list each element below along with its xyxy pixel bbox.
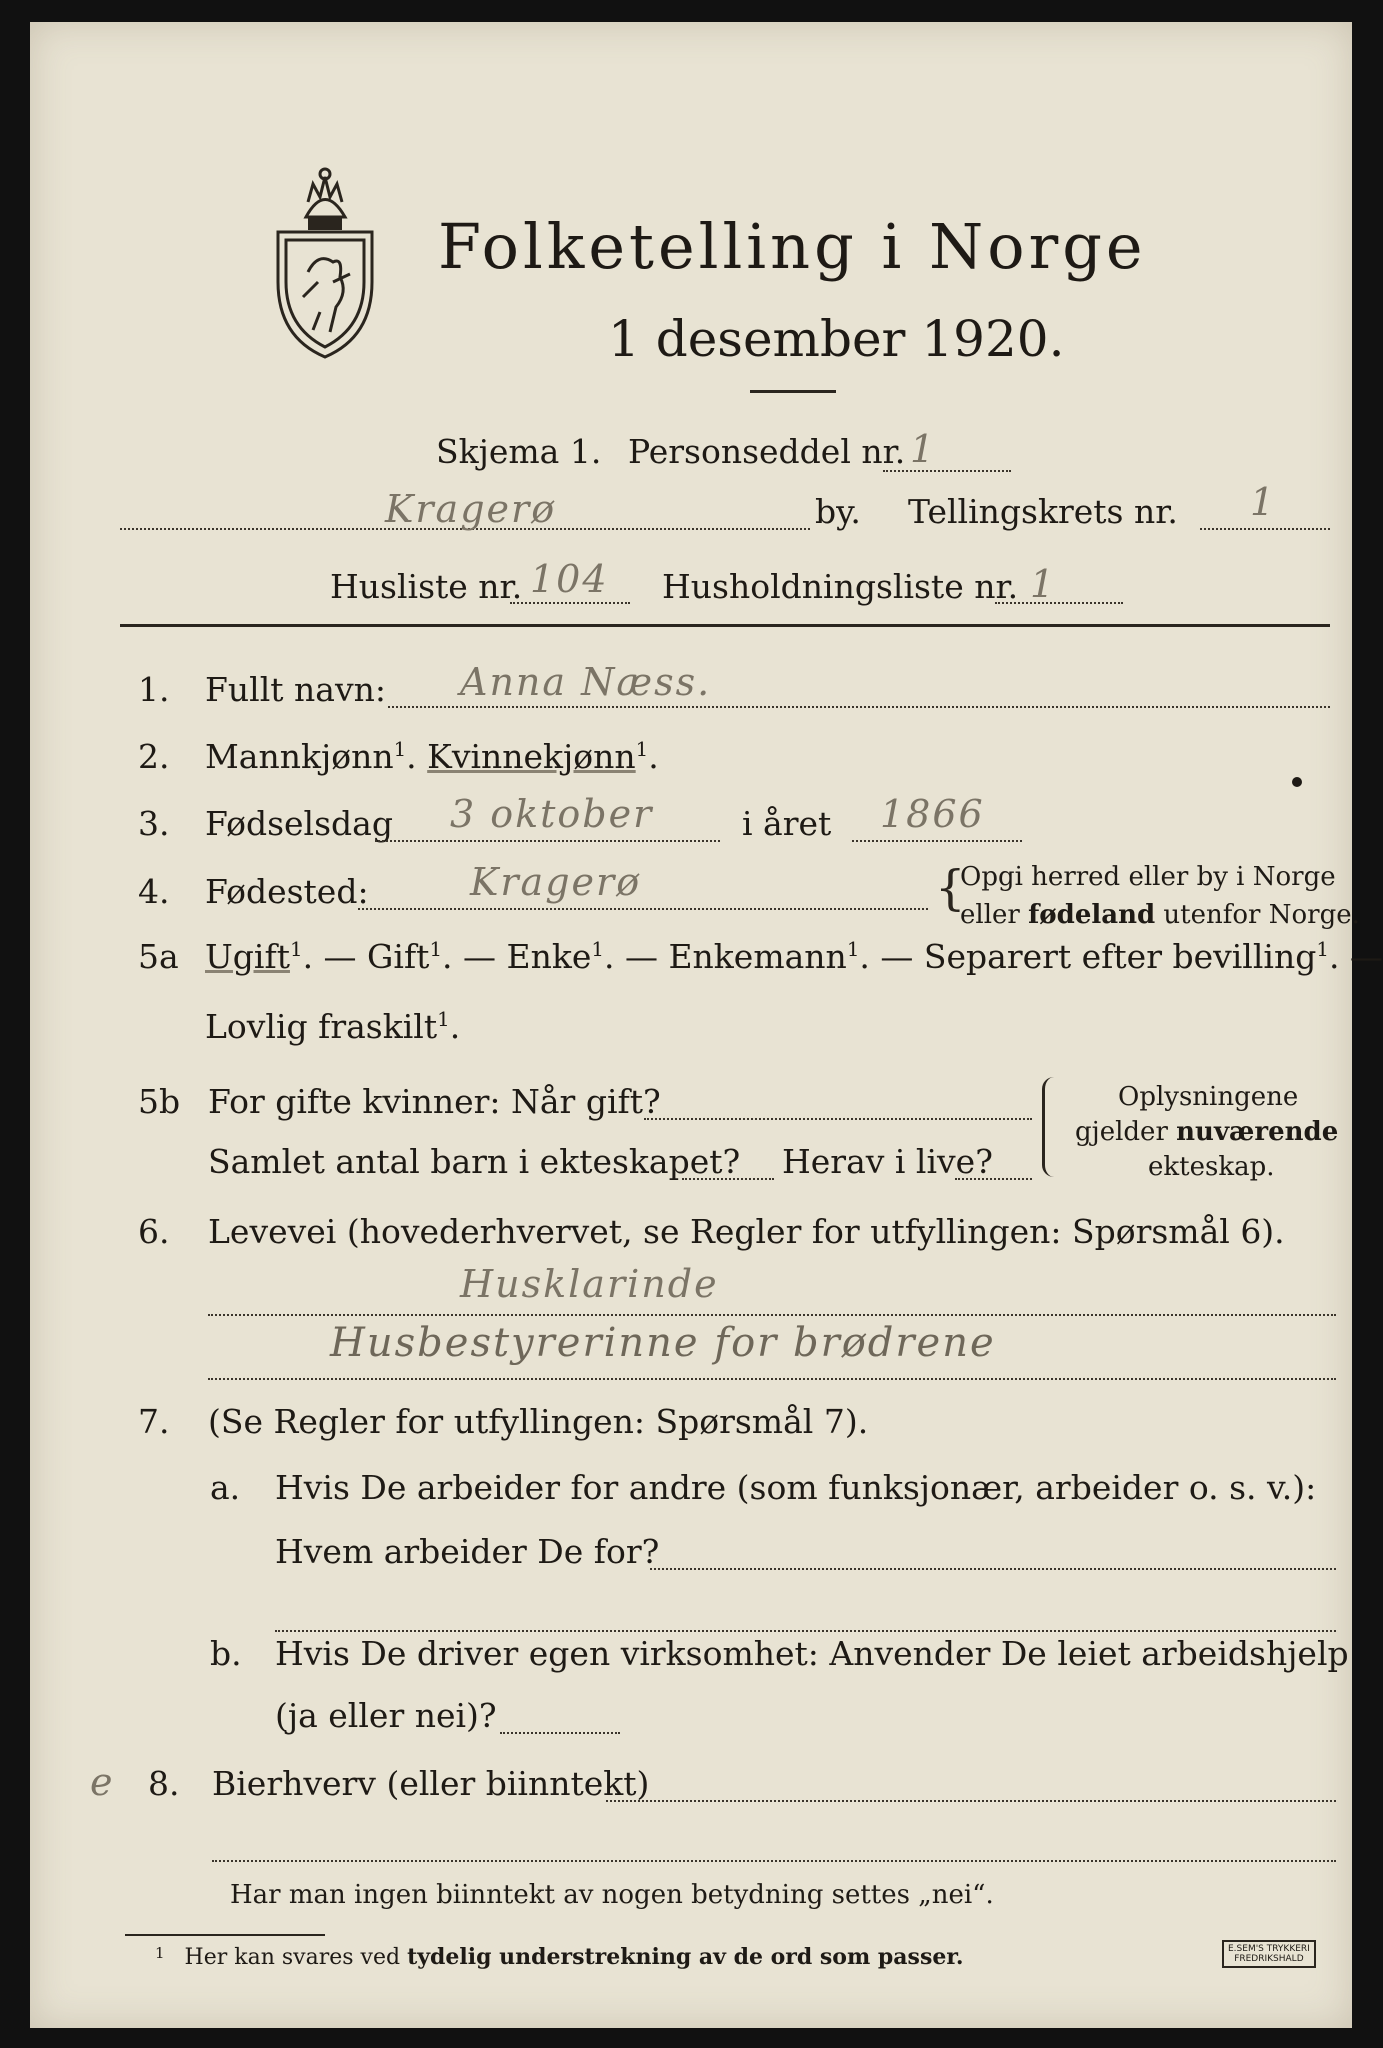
husliste-value: 104: [530, 557, 609, 601]
q3-number: 3.: [138, 804, 170, 843]
q4-number: 4.: [138, 872, 170, 911]
q6-line2: [208, 1378, 1336, 1380]
form-title: Folketelling i Norge: [438, 210, 1147, 283]
q7b-line: [500, 1732, 620, 1734]
q6-number: 6.: [138, 1212, 170, 1251]
q7b-text: Hvis De driver egen virksomhet: Anvender De leiet arbeidshjelp: [275, 1634, 1349, 1673]
q7a-line1: [650, 1568, 1336, 1570]
q5b-brace: [1042, 1077, 1061, 1177]
q1-line: [388, 706, 1330, 708]
q5a-options: Ugift$^1$. — Gift$^1$. — Enke$^1$. — Enkemann$^1$. — Separert efter bevilling$^1$. —: [205, 937, 1383, 976]
q3-label: Fødselsdag: [205, 804, 393, 843]
tellingskrets-line: [1200, 528, 1330, 530]
husholdningsliste-label: Husholdningsliste nr.: [662, 567, 1019, 606]
q6-line1: [208, 1314, 1336, 1316]
q5a-number: 5a: [138, 937, 179, 976]
q7b-letter: b.: [210, 1634, 242, 1673]
q3-day-value: 3 oktober: [450, 792, 654, 836]
by-label: by.: [815, 492, 861, 531]
printer-stamp: E.SEM'S TRYKKERI FREDRIKSHALD: [1222, 1940, 1316, 1968]
q6-value2: Husbestyrerinne for brødrene: [330, 1320, 996, 1366]
census-form-sheet: [30, 22, 1383, 2028]
q4-line: [358, 908, 928, 910]
title-divider: [750, 390, 836, 393]
q8-line1: [606, 1800, 1336, 1802]
bottom-note: Har man ingen biinntekt av nogen betydning settes „nei“.: [230, 1880, 994, 1910]
q5b-note2: gjelder nuværende: [1075, 1117, 1339, 1147]
q8-number: 8.: [148, 1764, 180, 1803]
q5b-label2: Samlet antal barn i ekteskapet?: [208, 1142, 741, 1181]
q2-separator: .: [406, 737, 417, 776]
q1-number: 1.: [138, 670, 170, 709]
q7a-letter: a.: [210, 1468, 241, 1507]
tellingskrets-value: 1: [1250, 480, 1277, 524]
q5b-barn-line: [682, 1178, 774, 1180]
q7-label: (Se Regler for utfyllingen: Spørsmål 7).: [208, 1402, 869, 1441]
q2-number: 2.: [138, 737, 170, 776]
q3-day-line: [375, 840, 720, 842]
q3-year-label: i året: [742, 804, 832, 843]
skjema-label: Skjema 1.: [436, 432, 602, 471]
q4-note-line1: Opgi herred eller by i Norge: [960, 862, 1336, 892]
q5a-fraskilt: Lovlig fraskilt$^1$.: [205, 1007, 461, 1046]
by-value: Kragerø: [385, 487, 557, 531]
q2-end: .: [648, 737, 659, 776]
q7a-text: Hvis De arbeider for andre (som funksjonær, arbeider o. s. v.):: [275, 1468, 1317, 1507]
q7a-question: Hvem arbeider De for?: [275, 1532, 660, 1571]
tellingskrets-label: Tellingskrets nr.: [908, 492, 1178, 531]
q2-mann-footnote: 1: [393, 738, 407, 761]
q5b-label1: For gifte kvinner: Når gift?: [208, 1082, 661, 1121]
q3-year-line: [852, 840, 1022, 842]
header-divider: [120, 624, 1330, 627]
q4-value: Kragerø: [470, 860, 642, 904]
personseddel-line: [883, 470, 1011, 472]
q2-kvinne-footnote: 1: [635, 738, 649, 761]
coat-of-arms-icon: [268, 162, 383, 362]
q8-label: Bierhverv (eller biinntekt): [212, 1764, 650, 1803]
husliste-line: [510, 602, 630, 604]
q2-mann: Mannkjønn: [205, 737, 394, 776]
q8-line2: [212, 1860, 1336, 1862]
q4-brace: {: [935, 860, 966, 916]
q4-label: Fødested:: [205, 872, 369, 911]
q5b-note3: ekteskap.: [1148, 1152, 1275, 1182]
q7a-line2: [275, 1630, 1336, 1632]
q5b-number: 5b: [138, 1082, 181, 1121]
q1-value: Anna Næss.: [460, 660, 712, 704]
q7b-question: (ja eller nei)?: [275, 1696, 497, 1735]
q3-year-value: 1866: [880, 792, 985, 836]
footnote: $^1$ Her kan svares ved tydelig understrekning av de ord som passer.: [155, 1944, 964, 1970]
q6-value1: Husklarinde: [460, 1262, 719, 1306]
q8-margin-mark: e: [90, 1760, 115, 1804]
q5b-ilive-line: [955, 1178, 1032, 1180]
census-date: 1 desember 1920.: [608, 310, 1065, 368]
personseddel-label: Personseddel nr.: [628, 432, 906, 471]
q1-label: Fullt navn:: [205, 670, 386, 709]
q5b-gift-line: [644, 1118, 1032, 1120]
q2-kvinne: Kvinnekjønn: [427, 737, 636, 776]
q6-label: Levevei (hovederhvervet, se Regler for utfyllingen: Spørsmål 6).: [208, 1212, 1285, 1251]
q5b-label3: Herav i live?: [782, 1142, 993, 1181]
ink-dot: [1292, 777, 1302, 787]
husliste-label: Husliste nr.: [330, 567, 523, 606]
footnote-divider: [125, 1934, 325, 1936]
q7-number: 7.: [138, 1402, 170, 1441]
husholdningsliste-value: 1: [1030, 562, 1057, 606]
q4-note-line2: eller fødeland utenfor Norge.: [960, 900, 1360, 930]
q2-options: [205, 737, 659, 776]
husholdningsliste-line: [995, 602, 1123, 604]
personseddel-value: 1: [910, 427, 937, 471]
q5b-note1: Oplysningene: [1118, 1082, 1299, 1112]
